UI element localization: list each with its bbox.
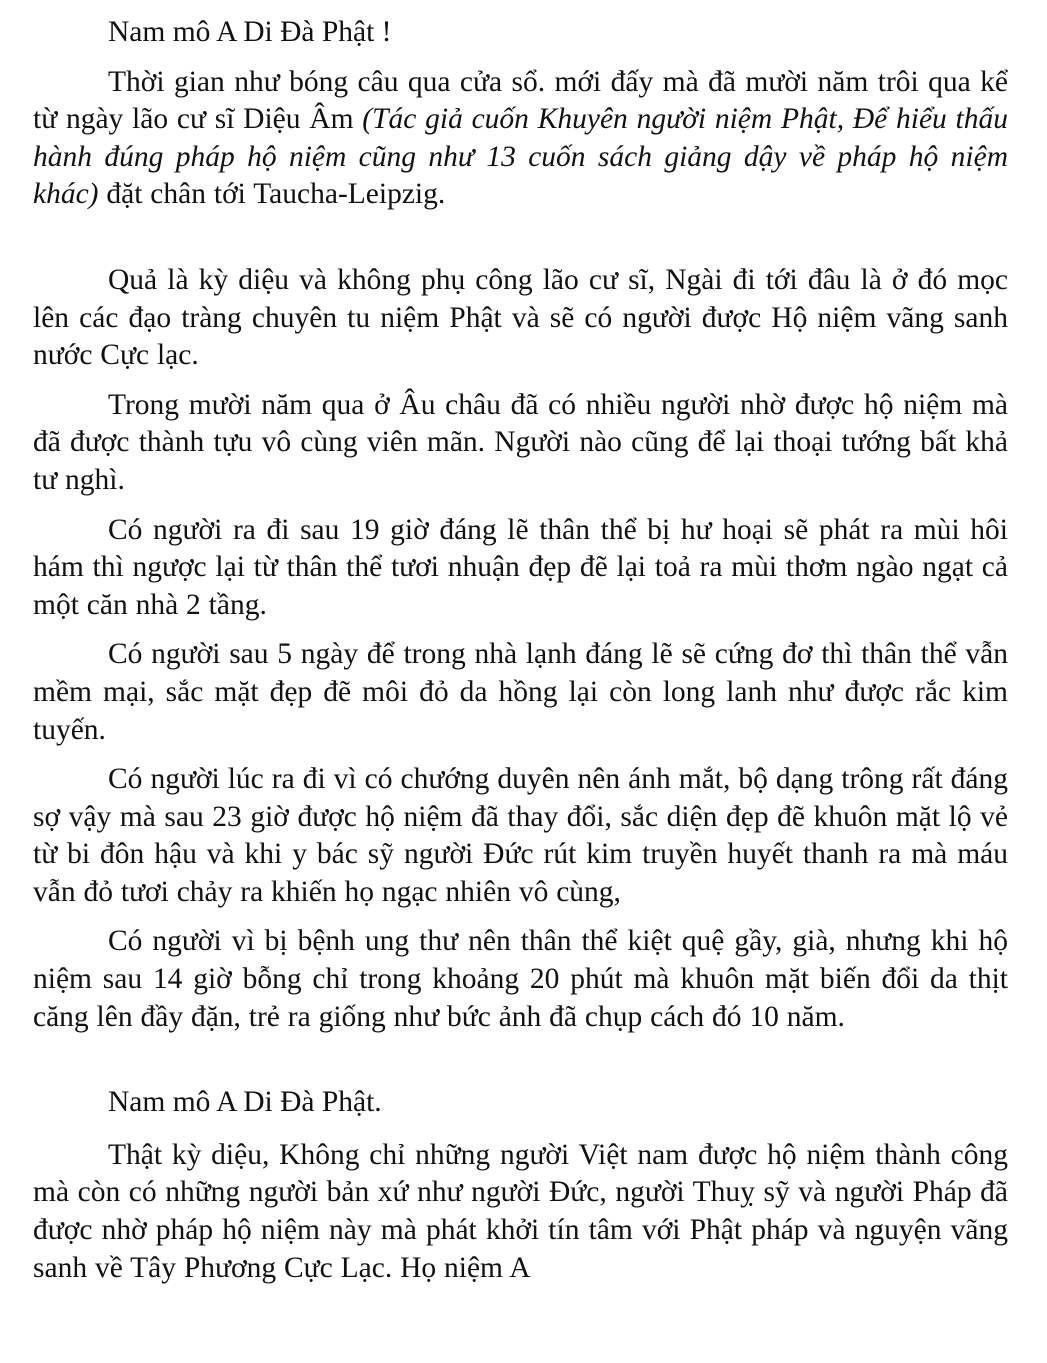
closing-greeting: Nam mô A Di Đà Phật. [108, 1086, 382, 1119]
paragraph-3: Trong mười năm qua ở Âu châu đã có nhiều người nhờ được hộ niệm mà đã được thành tựu vô cùng viên mãn. Người nào cũng để lại thoại tướng bất khả tư nghì. [33, 388, 1008, 496]
paragraph-6: Có người lúc ra đi vì có chướng duyên nên ánh mắt, bộ dạng trông rất đáng sợ vậy mà sau 23 giờ được hộ niệm đã thay đổi, sắc diện đẹp đẽ khuôn mặt lộ vẻ từ bi đôn hậu và khi y bác sỹ người Đức rút kim truyền huyết thanh ra mà máu vẫn đỏ tươi chảy ra khiến họ ngạc nhiên vô cùng, [33, 763, 1008, 908]
greeting-text: Nam mô A Di Đà Phật ! [108, 16, 392, 48]
paragraph-1 [33, 64, 1008, 214]
document-page [33, 0, 1008, 1363]
paragraph-5: Có người sau 5 ngày để trong nhà lạnh đáng lẽ sẽ cứng đơ thì thân thể vẫn mềm mại, sắc mặt đẹp đẽ môi đỏ da hồng lại còn long lanh như được rắc kim tuyến. [33, 638, 1008, 746]
paragraph-2: Quả là kỳ diệu và không phụ công lão cư sĩ, Ngài đi tới đâu là ở đó mọc lên các đạo tràng chuyên tu niệm Phật và sẽ có người được Hộ niệm vãng sanh nước Cực lạc. [33, 263, 1008, 372]
paragraph-7: Có người vì bị bệnh ung thư nên thân thể kiệt quệ gầy, già, nhưng khi hộ niệm sau 14 giờ bỗng chỉ trong khoảng 20 phút mà khuôn mặt biến đổi da thịt căng lên đầy đặn, trẻ ra giống như bức ảnh đã chụp cách đó 10 năm. [33, 925, 1008, 1033]
paragraph-8: Thật kỳ diệu, Không chỉ những người Việt nam được hộ niệm thành công mà còn có những người bản xứ như người Đức, người Thuỵ sỹ và người Pháp đã được nhờ pháp hộ niệm này mà phát khởi tín tâm với Phật pháp và nguyện vãng sanh về Tây Phương Cực Lạc. Họ niệm A [33, 1138, 1008, 1284]
paragraph-4: Có người ra đi sau 19 giờ đáng lẽ thân thể bị hư hoại sẽ phát ra mùi hôi hám thì ngược lại từ thân thể tươi nhuận đẹp đẽ lại toả ra mùi thơm ngào ngạt cả một căn nhà 2 tầng. [33, 513, 1008, 621]
paragraph-1-end: đặt chân tới Taucha-Leipzig. [98, 178, 446, 211]
author-note: (Tác giả cuốn Khuyên người niệm Phật, Để hiểu thấu hành đúng pháp hộ niệm cũng như 13 cuốn sách giảng dậy về pháp hộ niệm khác) [33, 103, 1008, 211]
paragraph-1-text: Thời gian như bóng câu qua cửa sổ. mới đấy mà đã mười năm trôi qua kể từ ngày lão cư sĩ Diệu Âm [33, 65, 1008, 136]
